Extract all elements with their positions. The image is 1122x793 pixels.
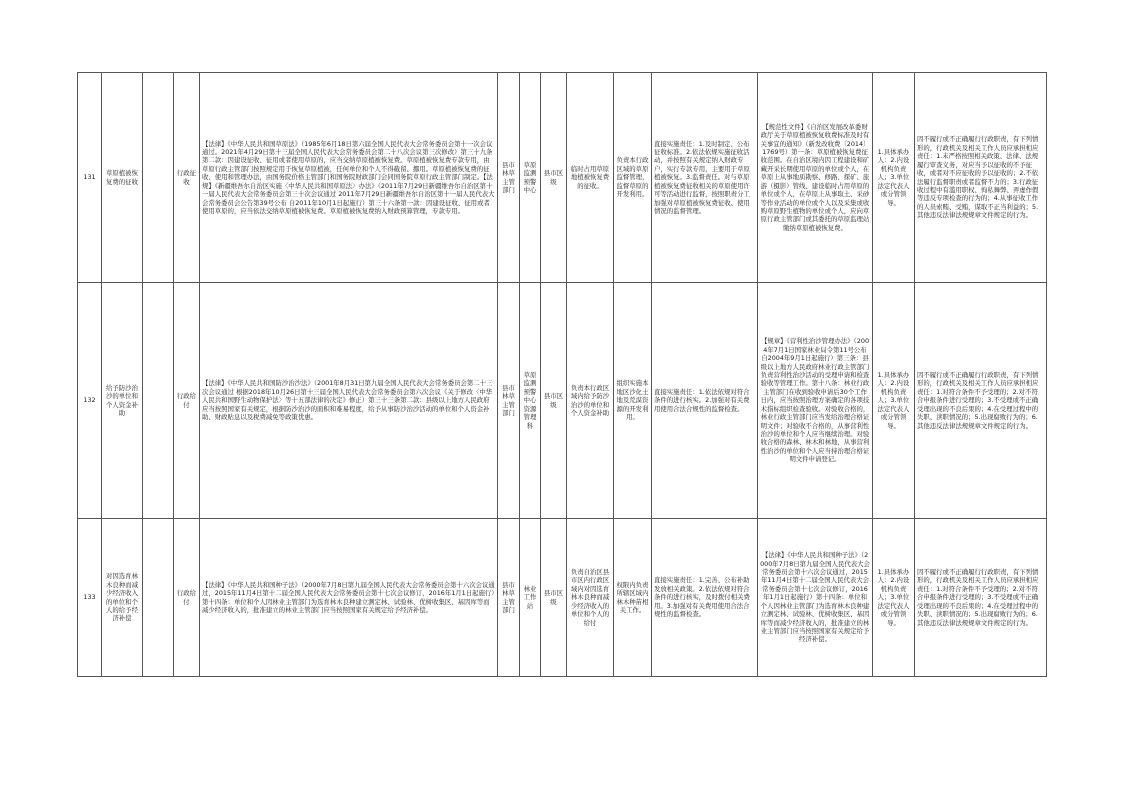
duty-cell: 负责本行政区域的草原监督管理，监督草原的开发利用。 [614,73,652,283]
unit-cell: 草原监测预警中心 [520,73,541,283]
liability-cell [915,283,1047,519]
dept-cell: 县市林草主管部门 [498,519,520,677]
scope-cell: 负责本行政区域内给予防沙治沙的单位和个人资金补助 [567,283,614,519]
legal-basis-cell [200,519,498,677]
basis2-text: 【规范性文件】《自治区发展改革委财政厅关于草原植被恢复收费标准及时有关事宜的通知》（新发改收费〔2014〕1769号）第一条：草原植被恢复费征收范围。在自治区境内因工程建设和矿藏开采长期使用草原的单位或个人，在草原上从事地质勘察、修路、探矿、旅游（摄影）管线、建设临时占用草原的单位或个人，在草原上从事取土、采砂等作业活动的单位或个人以及采集或收购草原野生植物的单位或个人，应向草原行政主管部门或其委托的草原监理站缴纳草原植被恢复费。 [760,122,870,232]
item-name-cell: 给予防沙治沙的单位和个人资金补助 [102,283,143,519]
sub-item-cell [143,519,174,677]
dept-cell: 县市林草主管部门 [498,73,520,283]
sub-item-cell [143,283,174,519]
unit-cell: 林业工作站 [520,519,541,677]
level-cell: 县市区级 [541,519,567,677]
dept-cell: 县市林草主管部门 [498,283,520,519]
subject-cell: 1.具体承办人：2.内设机构负责人；3.单位法定代表人或分管领导。 [873,73,915,283]
power-type-cell: 行政给付 [174,519,200,677]
legal-basis-text: 【法律】《中华人民共和国防沙治沙法》（2001年8月31日第九届全国人民代表大会常务委员会第二十三次会议通过 根据2018年10月26日第十三届全国人民代表大会常务委员会第六次会议《关于修改〈中华人民共和国野生动物保护法〉等十五部法律的决定》修正）第三十三条第二款：县级以上地方人民政府应当按照国家有关规定，根据防沙治沙的面积和难易程度，给予从事防沙治沙活动的单位和个人资金补助、财政贴息以及税费减免等政策优惠。 [202,379,493,422]
legal-basis-text: 【法律】《中华人民共和国种子法》（2000年7月8日第九届全国人民代表大会常务委员会第十六次会议通过，2015年11月4日第十二届全国人民代表大会常务委员会第十七次会议修订，2016年1月1日起施行）第十四条：单位和个人因林业主管部门为选育林木良种建立测定林、试验林、优树收集区、基因库等而减少经济收入的，批准建立的林业主管部门应当按照国家有关规定给予经济补偿。 [202,580,495,614]
basis2-text: 【法律】《中华人民共和国种子法》（2000年7月8日第九届全国人民代表大会常务委员会第十六次会议通过，2015年11月4日第十二届全国人民代表大会常务委员会第十七次会议修订，2016年1月1日起施行）第十四条：单位和个人因林业主管部门为选育林木良种建立测定林、试验林、优树收集区、基因库等而减少经济收入的，批准建立的林业主管部门应当按照国家有关规定给予经济补偿。 [760,551,870,644]
scope-cell: 负责自治区县市区内行政区域内对因选育林木良种而减少经济收入的单位和个人的给付 [567,519,614,677]
seq-cell: 131 [78,73,102,283]
liability-text: 因不履行或不正确履行行政职责，有下列情形的，行政机关及相关工作人员应承担相应责任：1.对符合条件不予受理的；2.对不符合申报条件进行受理的；3.不受理或不正确受理出现的不良后果的；4.在受理过程中的失职、渎职情况的；5.出现腐败行为的；6.其他违反法律法规规章文件规定的行为。 [917,568,1039,627]
basis2-cell [758,73,873,283]
measures-text: 直接实施责任：1.依法依规对符合条件的进行核实。2.加强对有关费用使用合法合规性的监督检查。 [654,387,750,413]
legal-basis-cell [200,73,498,283]
table-row [78,283,1047,519]
basis2-text: 【规章】《营利性治沙管理办法》（2004年7月1日国家林业局令第11号公布 自2004年9月1日起施行）第三条：县级以上地方人民政府林业行政主管部门负责营利性治沙活动的受理申请和检查验收等管理工作。第十八条：林业行政主管部门在收到验收申请后30个工作日内，应当按照治理方案确定的各项技术指标组织检查验收。对验收合格的，林业行政主管部门应当发给治理合格证明文件；对验收不合格的，从事营利性治沙的单位和个人应当继续治理。对验收合格的森林、林木和林地，从事营利性治沙的单位和个人应当持治理合格证明文件申请登记。 [760,337,870,464]
power-type-cell: 行政给付 [174,283,200,519]
seq-cell: 133 [78,519,102,677]
scope-cell: 临时占用草原地植被恢复费的征收。 [567,73,614,283]
liability-text: 因不履行或不正确履行行政职责，有下列情形的，行政机关及相关工作人员应承担相应责任：1.未严格按照相关政策、法律、法规履行审查义务，对应当予以征收的不予征收，或者对不应征收的予以征收的；2.不依法履行监督职责或者监督不力的；3.行政征收过程中有滥用职权、徇私舞弊、弄虚作假等违反专项检查的行为的；4.从事征收工作的人员索贿、受贿，谋取不正当利益的；5.其他违反法律法规规章文件规定的行为。 [917,135,1039,220]
level-cell: 县市区级 [541,73,567,283]
legal-basis-text: 【法律】《中华人民共和国草原法》（1985年6月18日第六届全国人民代表大会常务委员会第十一次会议通过。2021年4月29日第十三届全国人民代表大会常务委员会第二十八次会议第三次修改）第三十九条第二款：因建设征收、征用或者使用草原的，应当交纳草原植被恢复费。草原植被恢复费专款专用，由草原行政主管部门按照规定用于恢复草原植被，任何单位和个人不得截留、挪用。草原植被恢复费的征收、使用和管理办法，由国务院价格主管部门和国务院财政部门会同国务院草原行政主管部门制定。【法规】《新疆维吾尔自治区实施〈中华人民共和国草原法〉办法》（2011年7月29日新疆维吾尔自治区第十一届人民代表大会常务委员会第三十次会议通过 2011年7月29日新疆维吾尔自治区第十一届人民代表大会常务委员会公告第39号公布 自2011年10月1日起施行）第三十六条第一款：因建设征收、征用或者使用草原的，应当依法交纳草原植被恢复费。草原植被恢复费纳入财政预算管理，专款专用。 [202,139,495,215]
power-list-table [77,72,1047,677]
measures-cell [652,73,758,283]
duty-cell: 组织实施本地区沙化土地及荒漠资源的开发利用。 [614,283,652,519]
sub-item-cell [143,73,174,283]
measures-cell [652,519,758,677]
measures-text: 直接实施责任：1.完善、公布补助发放相关政策。2.依法依规对符合条件的进行核实，及时拨付相关费用。3.加强对有关费用使用合法合规性的监督检查。 [654,576,750,619]
table-row [78,73,1047,283]
table-row [78,519,1047,677]
subject-cell: 1.具体承办人：2.内设机构负责人；3.单位法定代表人或分管领导。 [873,283,915,519]
power-type-cell: 行政征收 [174,73,200,283]
duty-cell: 权限内负责所辖区域内林木种苗相关工作。 [614,519,652,677]
item-name-cell: 对因选育林木良种而减少经济收入的单位和个人的给予经济补偿 [102,519,143,677]
legal-basis-cell [200,283,498,519]
measures-cell [652,283,758,519]
liability-cell [915,519,1047,677]
measures-text: 直接实施责任：1.及时制定、公布征收标准。2.依法依规实施征收活动，并按照有关规定纳入财政专户，实行专款专用，主要用于草原植被恢复。3.监督责任。对与草原植被恢复费征收相关的草原使用许可等活动进行监督，按照职责分工加强对草原植被恢复费征收、使用情况的监督管理。 [654,139,750,215]
liability-text: 因不履行或不正确履行行政职责，有下列情形的，行政机关及相关工作人员应承担相应责任：1.对符合条件不予受理的；2.对不符合申报条件进行受理的；3.不受理或不正确受理出现的不良后果的；4.在受理过程中的失职、渎职情况的；5.出现腐败行为的；6.其他违反法律法规规章文件规定的行为。 [917,371,1039,430]
level-cell: 县市区级 [541,283,567,519]
item-name-cell: 草原植被恢复费的征收 [102,73,143,283]
basis2-cell [758,283,873,519]
basis2-cell [758,519,873,677]
seq-cell: 132 [78,283,102,519]
unit-cell: 草原监测预警中心资源管理科 [520,283,541,519]
liability-cell [915,73,1047,283]
subject-cell: 1.具体承办人：2.内设机构负责人；3.单位法定代表人或分管领导。 [873,519,915,677]
